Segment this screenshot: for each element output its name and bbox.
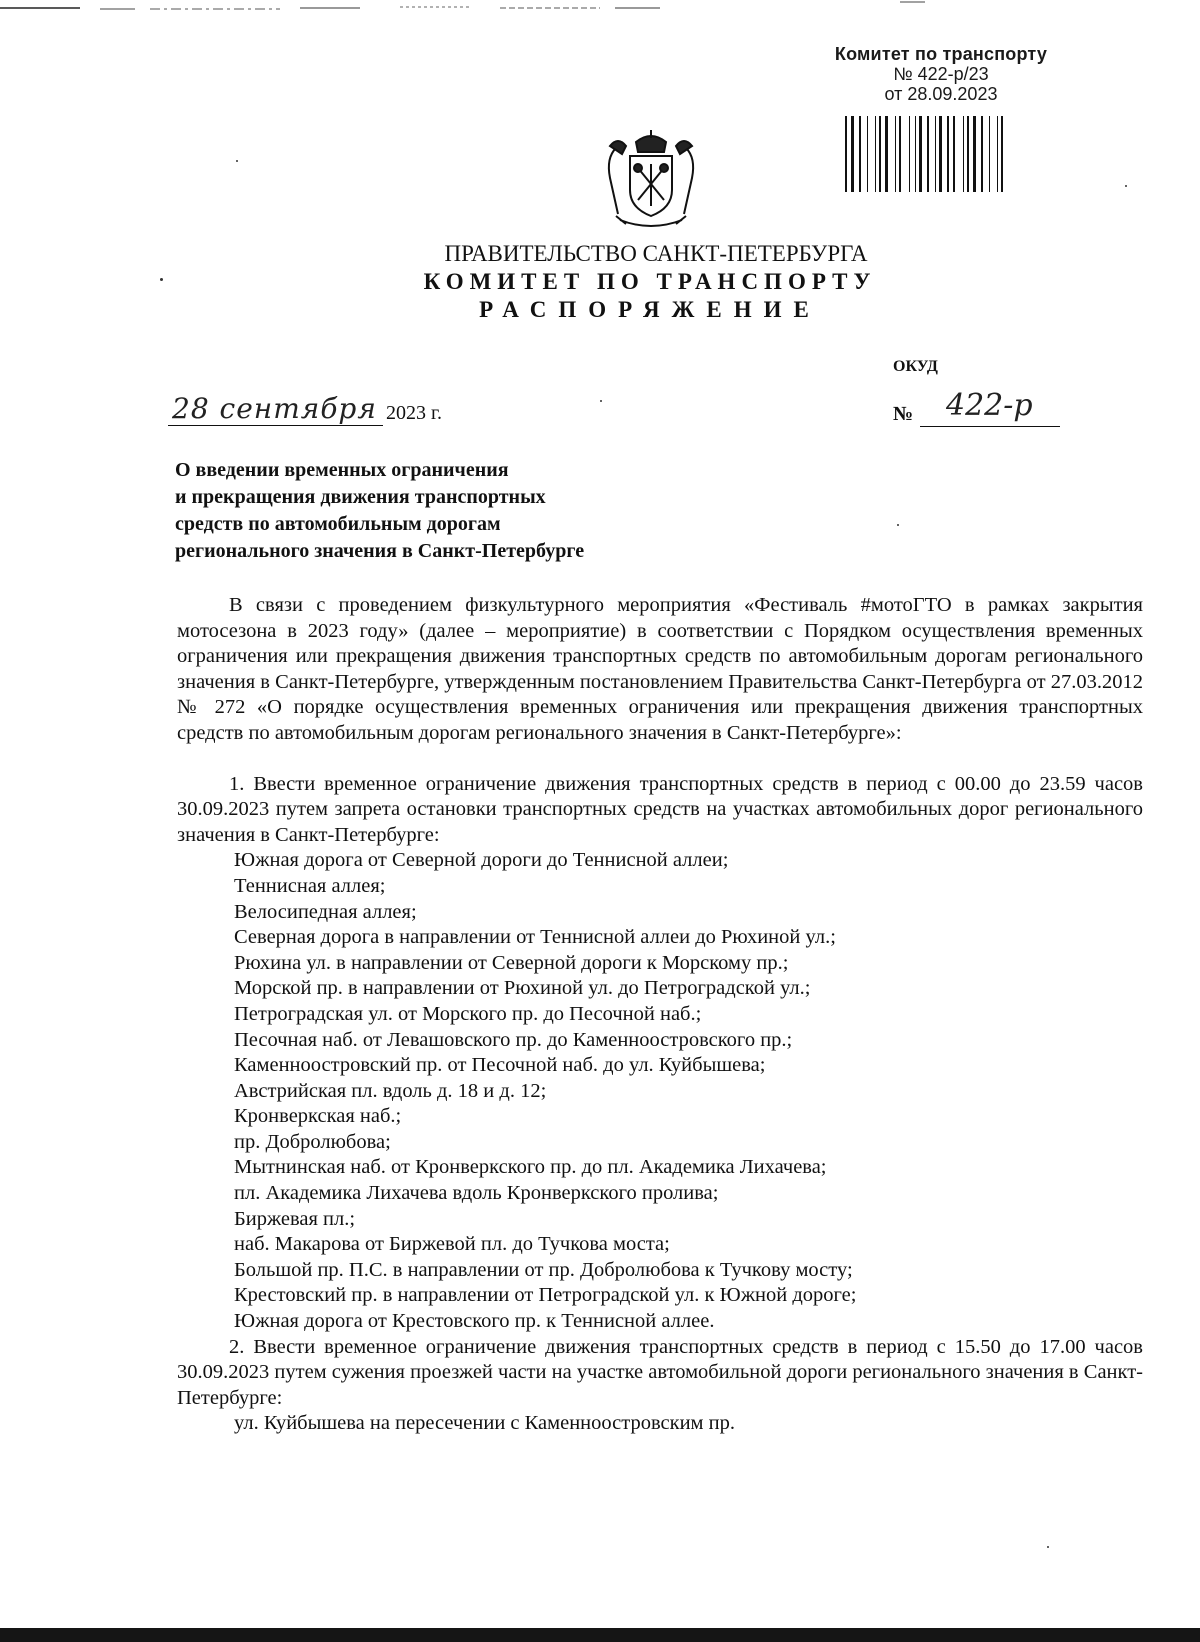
road-item: пл. Академика Лихачева вдоль Кронверкского пролива; [234, 1182, 719, 1205]
road-item: Петроградская ул. от Морского пр. до Песочной наб.; [234, 1002, 702, 1025]
road-item: Песочная наб. от Левашовского пр. до Каменноостровского пр.; [234, 1028, 793, 1051]
road-item: Велосипедная аллея; [234, 900, 417, 923]
coat-of-arms-icon [596, 128, 706, 232]
road-item: Биржевая пл.; [234, 1207, 356, 1230]
road-item: Морской пр. в направлении от Рюхиной ул. до Петроградской ул.; [234, 977, 811, 1000]
barcode-bar [919, 116, 922, 192]
stamp-number: № 422-р/23 [893, 64, 989, 84]
barcode-bar [947, 116, 949, 192]
barcode-bar [859, 116, 861, 192]
road-item: Северная дорога в направлении от Теннисной аллеи до Рюхиной ул.; [234, 926, 836, 949]
barcode-bar [879, 116, 881, 192]
barcode-bar [981, 116, 983, 192]
road-item: Большой пр. П.С. в направлении от пр. Добролюбова к Тучкову мосту; [234, 1258, 853, 1281]
registration-stamp [806, 44, 1076, 104]
date-handwritten: 28 сентября [172, 392, 377, 425]
stamp-organization: Комитет по транспорту [834, 44, 1048, 64]
committee-title: КОМИТЕТ ПО ТРАНСПОРТУ [423, 269, 877, 294]
document-body [177, 593, 1143, 1437]
document-type: РАСПОРЯЖЕНИЕ [479, 297, 821, 322]
barcode-bar [939, 116, 942, 192]
barcode-bar [927, 116, 929, 192]
barcode-bar [895, 116, 896, 192]
road-item: Теннисная аллея; [234, 874, 386, 897]
preamble-paragraph: В связи с проведением физкультурного мероприятия «Фестиваль #мотоГТО в рамках закрытия мотосезона в 2023 году» (далее – мероприятие) в соответствии с Порядком осуществления временных ограничения или прекращения движения транспортных средств по автомобильным дорогам регионального значения в Санкт-Петербурге, утвержденным постановлением Правительства Санкт-Петербурга от 27.03.2012 № 272 «О порядке осуществления временных ограничения или прекращения движения транспортных средств по автомобильным дорогам регионального значения в Санкт-Петербурге»: [177, 594, 1143, 744]
scan-speck [897, 524, 899, 526]
road-item: Кронверкская наб.; [234, 1105, 402, 1128]
road-item: наб. Макарова от Биржевой пл. до Тучкова моста; [234, 1233, 670, 1256]
barcode-bar [875, 116, 876, 192]
date-year: 2023 г. [386, 402, 442, 424]
barcode-bar [953, 116, 955, 192]
subject-line: средств по автомобильным дорогам [175, 513, 501, 535]
barcode-bar [909, 116, 910, 192]
barcode-bar [915, 116, 916, 192]
road-item: Южная дорога от Северной дороги до Теннисной аллеи; [234, 849, 729, 872]
road-item: Австрийская пл. вдоль д. 18 и д. 12; [234, 1079, 547, 1102]
scan-speck [1125, 185, 1127, 187]
scan-top-edge [0, 0, 1200, 14]
stamp-date: от 28.09.2023 [884, 84, 998, 104]
barcode-bar [997, 116, 998, 192]
barcode-bar [851, 116, 854, 192]
barcode-bar [973, 116, 976, 192]
document-subject [175, 457, 584, 565]
subject-line: регионального значения в Санкт-Петербурге [175, 540, 585, 562]
okud-label: ОКУД [893, 358, 938, 375]
road-item: Мытнинская наб. от Кронверкского пр. до пл. Академика Лихачева; [234, 1156, 827, 1179]
road-item: пр. Добролюбова; [234, 1130, 391, 1153]
clause-2: 2. Ввести временное ограничение движения транспортных средств в период с 15.50 до 17.00 часов 30.09.2023 путем сужения проезжей части на участке автомобильной дороги регионального значения в Санкт-Петербурге: [177, 1335, 1143, 1409]
barcode-bar [963, 116, 964, 192]
number-handwritten: 422-р [946, 388, 1033, 423]
scan-speck [236, 160, 238, 162]
barcode-bar [1001, 116, 1003, 192]
barcode [845, 116, 1040, 192]
government-title: ПРАВИТЕЛЬСТВО САНКТ-ПЕТЕРБУРГА [444, 241, 868, 266]
barcode-bar [935, 116, 936, 192]
barcode-bar [845, 116, 847, 192]
subject-line: и прекращения движения транспортных [175, 486, 546, 508]
clause-2-road-list [177, 1411, 1143, 1437]
barcode-bar [899, 116, 901, 192]
road-item: Крестовский пр. в направлении от Петроградской ул. к Южной дороге; [234, 1284, 857, 1307]
road-item: Каменноостровский пр. от Песочной наб. до ул. Куйбышева; [234, 1054, 766, 1077]
scan-bottom-edge [0, 1628, 1200, 1642]
barcode-bar [867, 116, 868, 192]
scan-speck [600, 400, 602, 402]
clause-1-road-list [177, 848, 1143, 1334]
subject-line: О введении временных ограничения [175, 459, 509, 481]
barcode-bar [989, 116, 990, 192]
number-label: № [893, 403, 914, 425]
clause-1: 1. Ввести временное ограничение движения транспортных средств в период с 00.00 до 23.59 часов 30.09.2023 путем запрета остановки транспортных средств на участках автомобильных дорог регионального значения в Санкт-Петербурге: [177, 772, 1143, 846]
barcode-bar [885, 116, 888, 192]
road-item: Рюхина ул. в направлении от Северной дороги к Морскому пр.; [234, 951, 789, 974]
road-item: Южная дорога от Крестовского пр. к Теннисной аллее. [234, 1310, 715, 1333]
road-item: ул. Куйбышева на пересечении с Каменноостровским пр. [234, 1412, 735, 1435]
scan-speck [1047, 1546, 1049, 1548]
barcode-bar [967, 116, 969, 192]
